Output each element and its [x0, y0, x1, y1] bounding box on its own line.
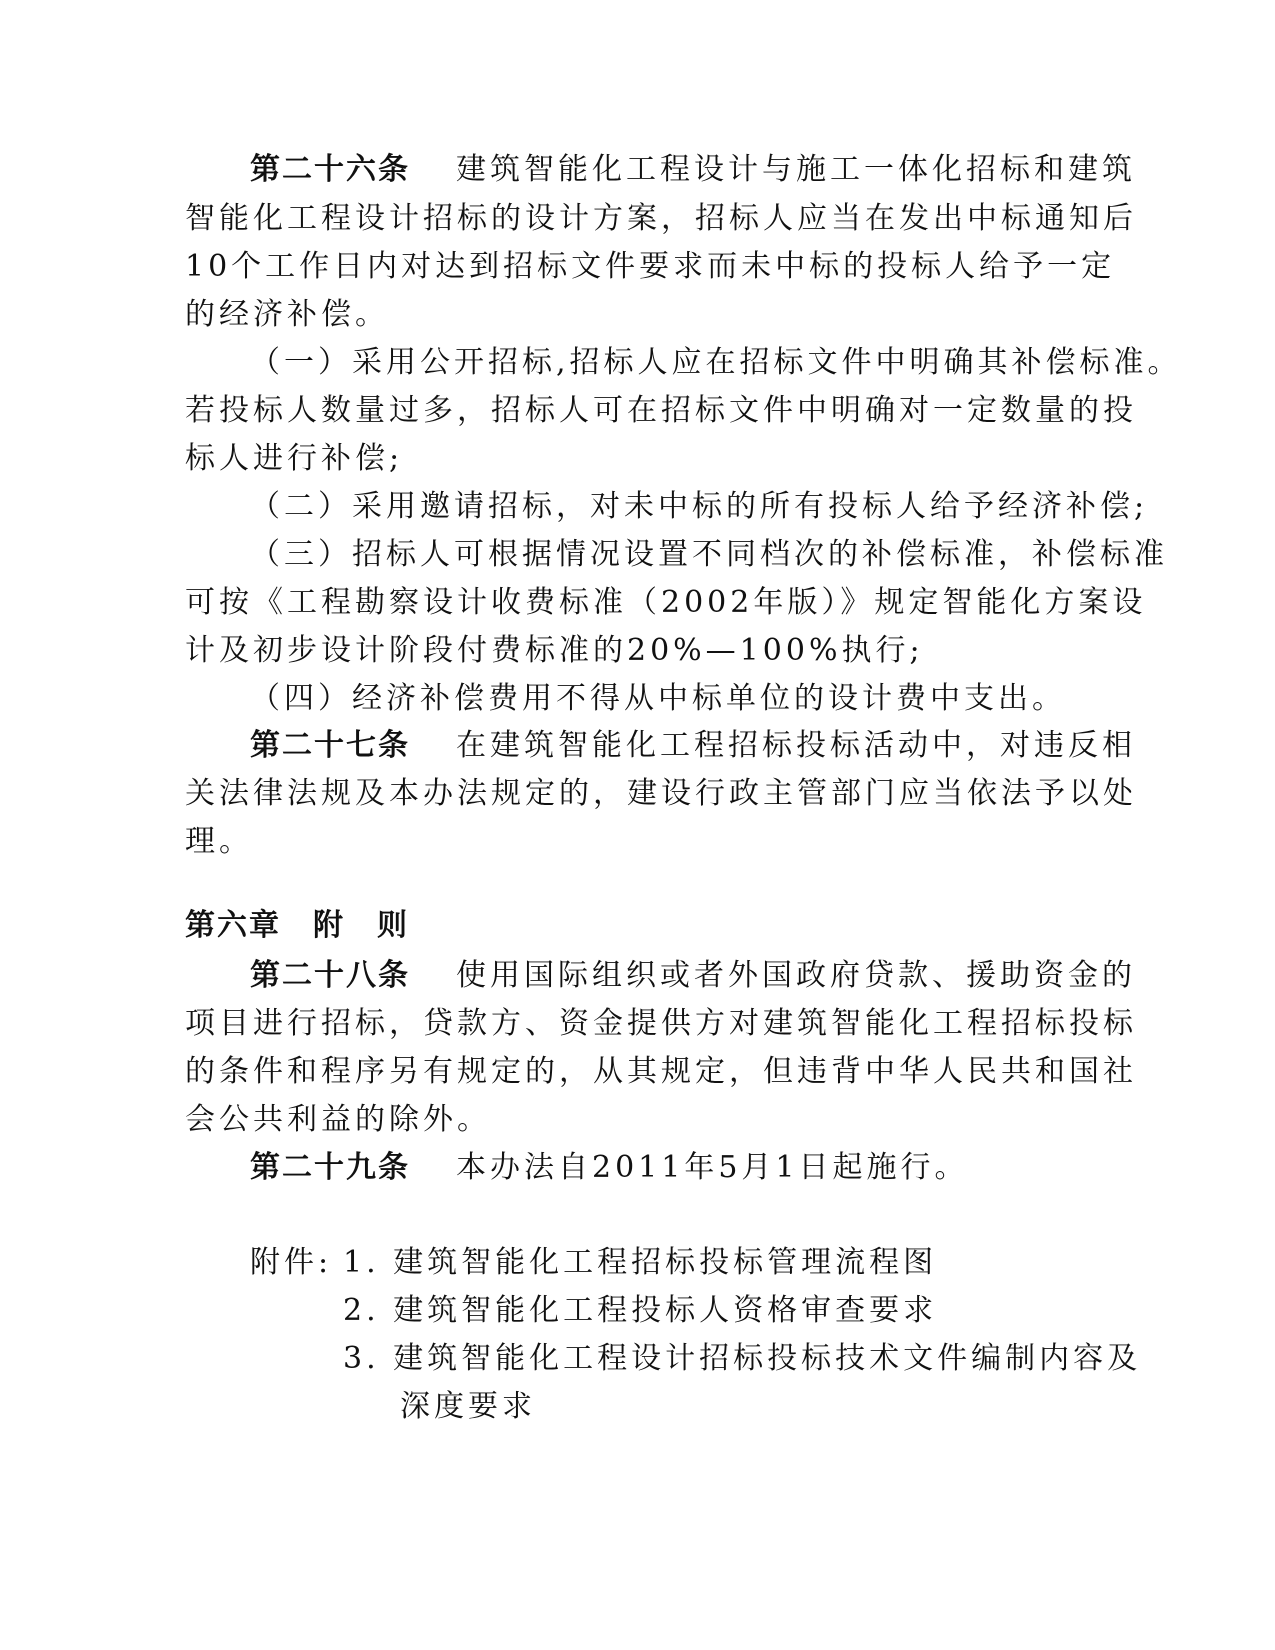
article-26-text-1: 建筑智能化工程设计与施工一体化招标和建筑	[456, 152, 1136, 187]
article-27-heading: 第二十七条	[250, 728, 410, 763]
article-26-item-1-line-3: 标人进行补偿;	[185, 441, 404, 476]
article-28-heading: 第二十八条	[250, 958, 410, 993]
article-27-text-1: 在建筑智能化工程招标投标活动中，对违反相	[456, 728, 1136, 763]
article-26-heading: 第二十六条	[250, 152, 410, 187]
attachment-3-line-1: 3. 建筑智能化工程设计招标投标技术文件编制内容及	[343, 1341, 1142, 1376]
article-28-line-4: 会公共利益的除外。	[185, 1102, 491, 1137]
article-29-line-1	[250, 1150, 969, 1186]
attachment-1: 1. 建筑智能化工程招标投标管理流程图	[343, 1245, 938, 1280]
article-26-item-3-line-3: 计及初步设计阶段付费标准的20%—100%执行;	[185, 633, 924, 668]
article-26-line-3: 10个工作日内对达到招标文件要求而未中标的投标人给予一定	[185, 249, 1116, 284]
article-26-item-4-line-1: （四）经济补偿费用不得从中标单位的设计费中支出。	[250, 681, 1066, 716]
attachments-label: 附件:	[250, 1245, 333, 1280]
attachment-3-line-2: 深度要求	[400, 1389, 536, 1424]
article-29-text-1: 本办法自2011年5月1日起施行。	[456, 1150, 969, 1185]
article-26-item-3-line-2: 可按《工程勘察设计收费标准（2002年版）》规定智能化方案设	[185, 585, 1147, 620]
article-26-line-2: 智能化工程设计招标的设计方案，招标人应当在发出中标通知后	[185, 201, 1137, 236]
article-26-item-2-line-1: （二）采用邀请招标，对未中标的所有投标人给予经济补偿;	[250, 489, 1149, 524]
article-28-text-1: 使用国际组织或者外国政府贷款、援助资金的	[456, 958, 1136, 993]
article-26-item-3-line-1: （三）招标人可根据情况设置不同档次的补偿标准，补偿标准	[250, 537, 1168, 572]
article-27-line-3: 理。	[185, 824, 253, 859]
article-27-line-2: 关法律法规及本办法规定的，建设行政主管部门应当依法予以处	[185, 776, 1137, 811]
article-26-line-1	[250, 152, 1136, 188]
article-28-line-2: 项目进行招标，贷款方、资金提供方对建筑智能化工程招标投标	[185, 1006, 1137, 1041]
attachment-2: 2. 建筑智能化工程投标人资格审查要求	[343, 1293, 938, 1328]
article-26-line-4: 的经济补偿。	[185, 297, 389, 332]
article-26-item-1-line-1: （一）采用公开招标,招标人应在招标文件中明确其补偿标准。	[250, 345, 1182, 380]
article-28-line-1	[250, 958, 1136, 994]
chapter-6-title: 第六章 附 则	[185, 908, 409, 943]
article-28-line-3: 的条件和程序另有规定的，从其规定，但违背中华人民共和国社	[185, 1054, 1137, 1089]
article-27-line-1	[250, 728, 1136, 764]
article-26-item-1-line-2: 若投标人数量过多，招标人可在招标文件中明确对一定数量的投	[185, 393, 1137, 428]
article-29-heading: 第二十九条	[250, 1150, 410, 1185]
